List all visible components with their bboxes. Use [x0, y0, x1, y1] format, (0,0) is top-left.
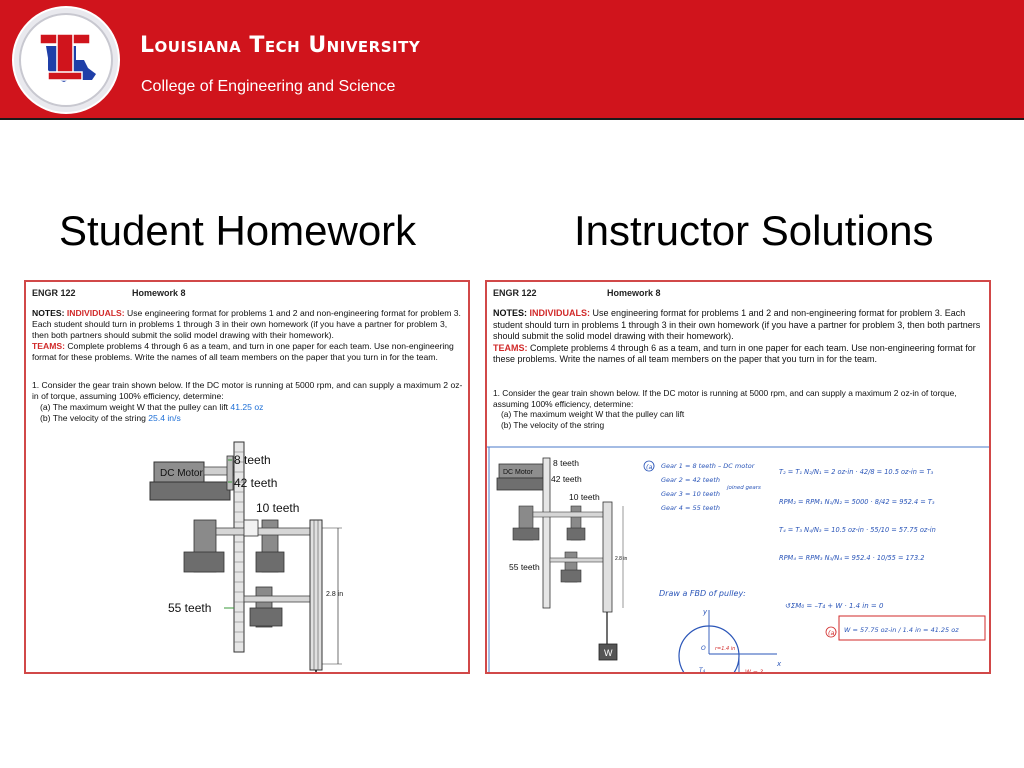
logo-emblem-icon — [14, 8, 118, 112]
university-logo — [12, 6, 120, 114]
joined-gears-note: joined gears — [727, 485, 761, 491]
solution-individuals-text: Use engineering format for problems 1 and 2 and non-engineering format for problem 3. Each student should turn in problems 1 through 3 in their own homework (if you have a partner for problem 3, then both partners should submit the solid model drawing with their homework). — [493, 308, 981, 341]
answer-a: 41.25 oz — [230, 402, 264, 412]
solution-part-b: (b) The velocity of the string — [501, 419, 605, 430]
dc-motor-label: DC Motor — [160, 468, 203, 479]
gear-1 — [227, 456, 233, 490]
college-name: College of Engineering and Science — [141, 78, 396, 95]
solution-gear-4-label: 55 teeth — [509, 562, 540, 572]
fbd-t4-label: T₄ — [699, 667, 706, 674]
solution-dimension-label: 2.8 in — [615, 556, 628, 562]
fbd-w-label: W = ? — [745, 669, 763, 676]
solution-teams-text: Complete problems 4 through 6 as a team, and turn in one paper for each team. Use non-engineering format for these problems. Write the names of all team members on the paper that you turn in for the team. — [493, 342, 976, 364]
teams-label: TEAMS: — [32, 341, 65, 351]
instructor-solutions-title: Instructor Solutions — [574, 207, 934, 254]
solution-homework-number: Homework 8 — [607, 288, 661, 298]
gear-1-label: 8 teeth — [234, 453, 271, 467]
individuals-text: Use engineering format for problems 1 and 2 and non-engineering format for problem 3. Each student should turn in problems 1 through 3 in their own homework (if you have a partner for problem 3, then both partners should submit the solid model drawing with their homework). — [32, 308, 461, 340]
weight-label: W — [604, 648, 613, 658]
homework-notes — [32, 308, 466, 363]
student-homework-title: Student Homework — [59, 207, 417, 254]
solution-individuals-label: INDIVIDUALS: — [529, 308, 591, 318]
gear-list-1: Gear 1 = 8 teeth – DC motor — [661, 462, 755, 470]
solution-gear-2-label: 42 teeth — [551, 474, 582, 484]
teams-text: Complete problems 4 through 6 as a team, and turn in one paper for each team. Use non-engineering format for these problems. Write the names of all team members on the paper that you turn in for the team. — [32, 341, 454, 362]
solution-notes-label: NOTES: — [493, 308, 528, 318]
answer-b: 25.4 in/s — [148, 413, 181, 423]
gear-2-label: 42 teeth — [234, 476, 278, 490]
course-code: ENGR 122 — [32, 288, 76, 298]
part-a — [32, 402, 466, 413]
university-name: Louisiana Tech University — [140, 33, 421, 58]
equation-torque-2: T₂ = T₁ N₂/N₁ = 2 oz-in · 42/8 = 10.5 oz-in = T₃ — [779, 468, 934, 476]
solution-notes — [493, 308, 987, 366]
solution-problem-text: 1. Consider the gear train shown below. If the DC motor is running at 5000 rpm, and can supply a maximum 2 oz-in of torque, assuming 100% efficiency, determine: — [493, 388, 957, 409]
homework-number: Homework 8 — [132, 288, 186, 298]
fbd-x-label: x — [777, 660, 782, 668]
gear-list-4: Gear 4 = 55 teeth — [661, 504, 721, 512]
part-a-marker: (a) — [646, 463, 656, 471]
equation-rpm-4: RPM₄ = RPM₃ N₃/N₄ = 952.4 · 10/55 = 173.2 — [779, 554, 925, 562]
homework-header — [32, 288, 186, 298]
equation-torque-4: T₄ = T₃ N₄/N₃ = 10.5 oz-in · 55/10 = 57.75 oz-in — [779, 526, 936, 534]
answer-marker: (a) — [828, 629, 838, 637]
fbd-origin-label: O — [701, 645, 706, 652]
gear-3 — [244, 520, 258, 536]
problem-text: 1. Consider the gear train shown below. If the DC motor is running at 5000 rpm, and can supply a maximum 2 oz-in of torque, assuming 100% efficiency, determine: — [32, 380, 463, 401]
solution-homework-header — [493, 288, 661, 298]
part-a-text: (a) The maximum weight W that the pulley can lift — [40, 402, 229, 412]
instructor-solutions-panel — [485, 280, 991, 674]
solution-work-area — [487, 444, 991, 674]
pulley — [310, 520, 322, 670]
gear-2 — [234, 442, 244, 652]
part-b-text: (b) The velocity of the string — [40, 413, 146, 423]
solution-course-code: ENGR 122 — [493, 288, 537, 298]
dc-motor-base — [150, 482, 230, 500]
fbd-radius-label: r=1.4 in — [715, 646, 736, 652]
solution-motor-label: DC Motor — [503, 469, 533, 476]
gear-train-diagram — [26, 432, 470, 674]
notes-label: NOTES: — [32, 308, 65, 318]
part-b — [32, 413, 466, 424]
header-banner — [0, 0, 1024, 120]
solution-teams-label: TEAMS: — [493, 342, 528, 353]
solution-gear-3-label: 10 teeth — [569, 492, 600, 502]
gear-list-3: Gear 3 = 10 teeth — [661, 490, 721, 498]
solution-gear-1-label: 8 teeth — [553, 458, 579, 468]
moment-equation: ↺ΣM₀ = –T₄ + W · 1.4 in = 0 — [785, 602, 884, 610]
gear-4-label: 55 teeth — [168, 601, 212, 615]
fbd-note: Draw a FBD of pulley: — [659, 589, 746, 598]
answer-equation: W = 57.75 oz-in / 1.4 in = 41.25 oz — [844, 626, 959, 634]
equation-rpm-2: RPM₂ = RPM₁ N₁/N₂ = 5000 · 8/42 = 952.4 = T₃ — [779, 498, 935, 506]
individuals-label: INDIVIDUALS: — [66, 308, 125, 318]
gear-list-2: Gear 2 = 42 teeth — [661, 476, 721, 484]
problem-statement — [32, 380, 466, 424]
solution-part-a: (a) The maximum weight W that the pulley can lift — [501, 409, 685, 419]
fbd-y-label: y — [703, 608, 708, 616]
solution-problem-statement — [493, 388, 987, 430]
dimension-label: 2.8 in — [326, 591, 344, 598]
student-homework-panel — [24, 280, 470, 674]
gear-3-label: 10 teeth — [256, 501, 300, 515]
